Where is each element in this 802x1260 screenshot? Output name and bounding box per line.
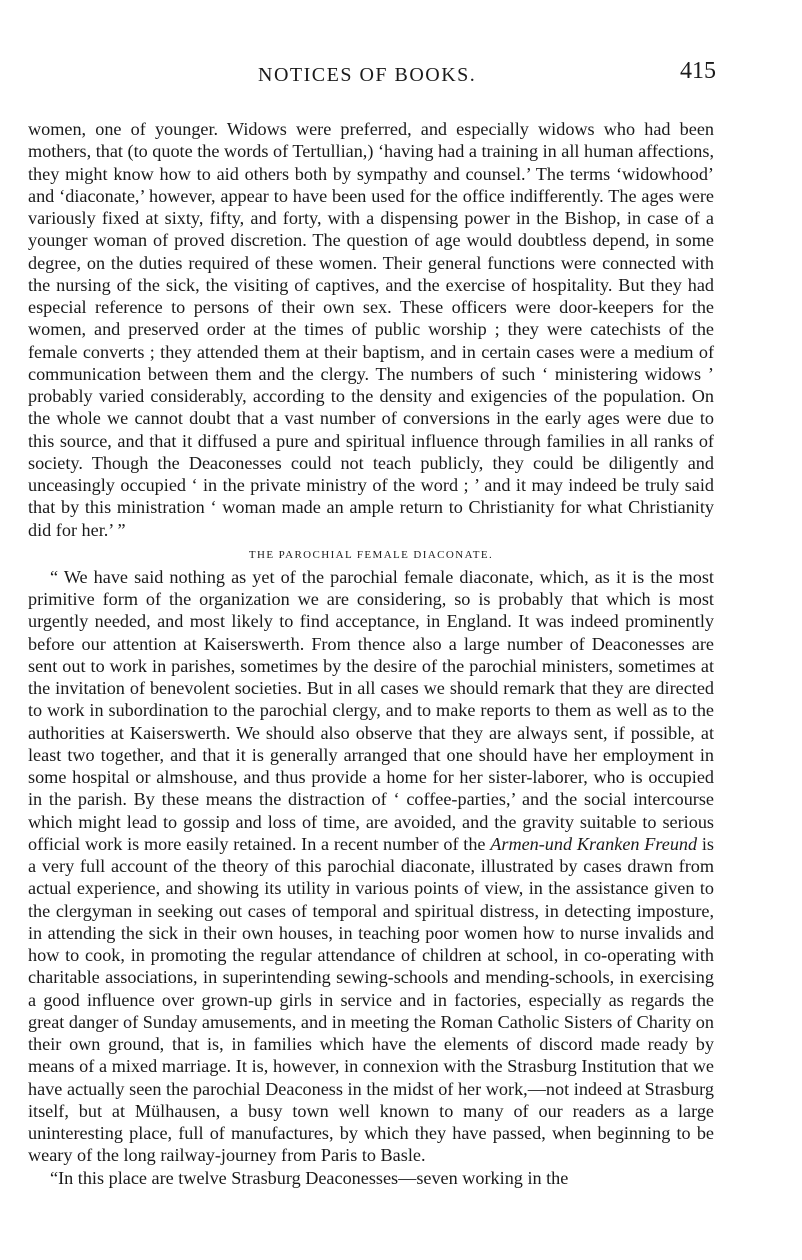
periodical-title: Armen-und Kranken Freund: [490, 833, 698, 854]
section-heading: THE PAROCHIAL FEMALE DIACONATE.: [248, 548, 494, 561]
paragraph-continuation: women, one of younger. Widows were preferred, and especially widows who had been mothers, that (to quote the words of Tertullian,) ‘having had a training in all human affections, they might know how to aid others both by sympathy and counsel.’ The terms ‘widowhood’ and ‘diaconate,’ however, appear to have been used for the office indifferently. The ages were variously fixed at sixty, fifty, and forty, with a dispensing power in the Bishop, in case of a younger woman of proved discretion. The question of age would doubtless depend, in some degree, on the duties required of these women. Their general functions were connected with the nursing of the sick, the visiting of captives, and the exercise of hospitality. But they had especial reference to persons of their own sex. These officers were door-keepers for the women, and preserved order at the times of public worship ; they were catechists of the female converts ; they attended them at their baptism, and in certain cases were a medium of communication between them and the clergy. The numbers of such ‘ ministering widows ’ probably varied considerably, according to the density and exigencies of the population. On the whole we cannot doubt that a vast number of conversions in the early ages were due to this source, and that it diffused a pure and spiritual influence through families in all ranks of society. Though the Deaconesses could not teach publicly, they could be diligently and unceasingly occupied ‘ in the private ministry of the word ; ’ and it may indeed be truly said that by this ministration ‘ woman made an ample return to Christianity for what Christianity did for her.’ ”: [28, 119, 714, 540]
page-number: 415: [680, 58, 716, 84]
paragraph-strasburg-deaconesses: “In this place are twelve Strasburg Deaconesses—seven working in the: [50, 1167, 569, 1188]
running-head: NOTICES OF BOOKS.: [258, 64, 477, 86]
body-text: [28, 118, 714, 1189]
page-header: [28, 58, 714, 92]
paragraph-text-after-title: is a very full account of the theory of this parochial diaconate, illustrated by cases drawn from actual experience, and showing its utility in various points of view, in the assistance given to the clergyman in seeking out cases of temporal and spiritual distress, in detecting imposture, in attending the sick in their own houses, in teaching poor women how to nurse invalids and how to cook, in promoting the regular attendance of children at school, in co-operating with charitable associations, in superintending sewing-schools and mending-schools, in exercising a good influence over grown-up girls in service and in factories, especially as regards the great danger of Sunday amusements, and in meeting the Roman Catholic Sisters of Charity on their own ground, that is, in families which have the elements of discord made ready by means of a mixed marriage. It is, however, in connexion with the Strasburg Institution that we have actually seen the parochial Deaconess in the midst of her work,—not indeed at Strasburg itself, but at Mülhausen, a busy town well known to many of our readers as a large uninteresting place, full of manufactures, by which they have passed, when beginning to be weary of the long railway-journey from Paris to Basle.: [28, 833, 714, 1166]
paragraph-parochial-diaconate: [28, 566, 714, 1167]
book-page: [28, 58, 714, 1189]
paragraph-text-before-title: “ We have said nothing as yet of the parochial female diaconate, which, as it is the most primitive form of the organization we are considering, so is probably that which is most urgently needed, and most likely to find acceptance, in England. It was indeed prominently before our attention at Kaiserswerth. From thence also a large number of Deaconesses are sent out to work in parishes, sometimes by the desire of the parochial ministers, sometimes at the invitation of benevolent societies. But in all cases we should remark that they are directed to work in subordination to the parochial clergy, and to make reports to them as well as to the authorities at Kaiserswerth. We should also observe that they are always sent, if possible, at least two together, and that it is generally arranged that one should have her employment in some hospital or almshouse, and thus provide a home for her sister-laborer, who is occupied in the parish. By these means the distraction of ‘ coffee-parties,’ and the social intercourse which might lead to gossip and loss of time, are avoided, and the gravity suitable to serious official work is more easily retained. In a recent number of the: [28, 566, 714, 854]
